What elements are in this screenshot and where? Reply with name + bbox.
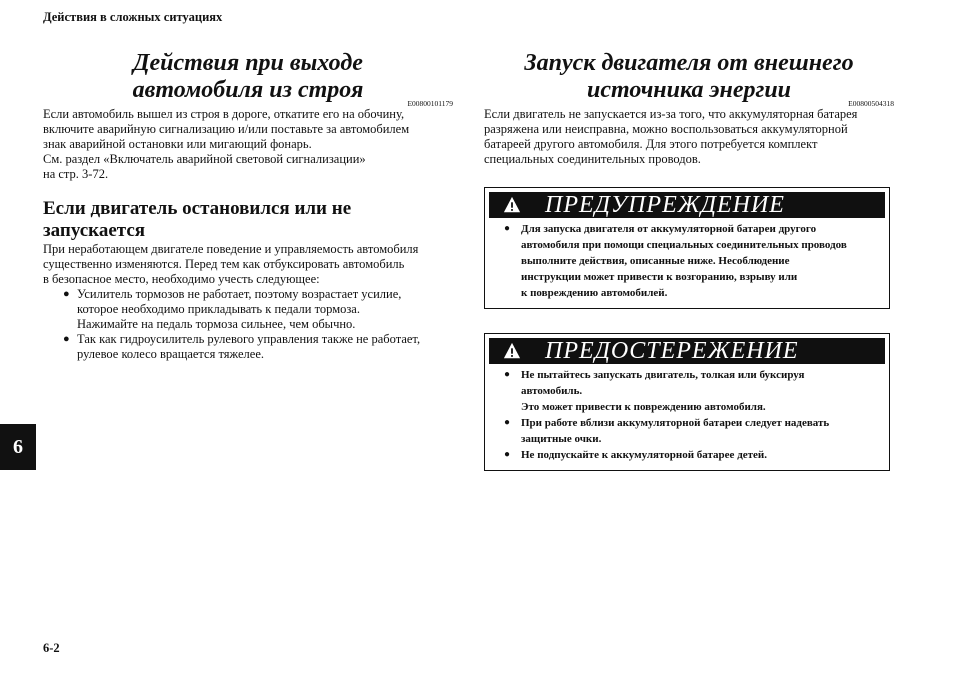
text-line: которое необходимо прикладывать к педали тормоза. [77, 302, 360, 316]
text-line: на стр. 3-72. [43, 167, 109, 181]
text-line: рулевое колесо вращается тяжелее. [77, 347, 264, 361]
text-line: Не пытайтесь запускать двигатель, толкая или буксируя [521, 369, 805, 381]
warning-header [489, 192, 885, 218]
list-item [491, 415, 883, 447]
warning-box [484, 187, 890, 309]
jump-start-paragraph [484, 107, 894, 167]
warning-triangle-icon [503, 196, 521, 214]
bullet-icon: ● [63, 333, 70, 345]
title-line-2: источника энергии [586, 77, 792, 103]
list-item [491, 221, 883, 301]
list-item [43, 287, 453, 332]
caution-header [489, 338, 885, 364]
intro-paragraph [43, 107, 453, 182]
caution-label: ПРЕДОСТЕРЕЖЕНИЕ [545, 338, 799, 364]
engine-paragraph [43, 242, 453, 287]
bullet-icon: ● [504, 449, 511, 460]
text-line: Так как гидроусилитель рулевого управления также не работает, [77, 332, 421, 346]
text-line: инструкции может привести к возгоранию, взрыву или [521, 271, 798, 283]
list-item [491, 447, 883, 463]
engine-bullet-list [43, 287, 453, 362]
text-line: Для запуска двигателя от аккумуляторной батареи другого [521, 223, 817, 235]
title-line-2: автомобиля из строя [132, 77, 364, 103]
text-line: существенно изменяются. Перед тем как отбуксировать автомобиль [43, 257, 405, 271]
warning-list [491, 221, 883, 301]
text-line: При работе вблизи аккумуляторной батареи следует надевать [521, 417, 830, 429]
subheading-engine-stopped: Если двигатель остановился или не запускается [43, 198, 352, 241]
warning-body [485, 218, 889, 308]
caution-box [484, 333, 890, 471]
text-line: Нажимайте на педаль тормоза сильнее, чем обычно. [77, 317, 356, 331]
text-line: Если двигатель не запускается из-за того, что аккумуляторная батарея [484, 107, 858, 121]
text-line: к повреждению автомобилей. [521, 287, 668, 299]
text-line: защитные очки. [521, 433, 602, 445]
warning-label: ПРЕДУПРЕЖДЕНИЕ [545, 192, 785, 218]
left-column [43, 50, 453, 362]
text-line: разряжена или неисправна, можно воспользоваться аккумуляторной [484, 122, 848, 136]
page-number: 6-2 [43, 641, 60, 655]
list-item [491, 367, 883, 415]
text-line: специальных соединительных проводов. [484, 152, 701, 166]
text-line: знак аварийной остановки или мигающий фонарь. [43, 137, 312, 151]
list-item [43, 332, 453, 362]
bullet-icon: ● [63, 288, 70, 300]
caution-list [491, 367, 883, 463]
chapter-tab: 6 [0, 424, 36, 470]
text-line: в безопасное место, необходимо учесть следующее: [43, 272, 320, 286]
title-line-1: Действия при выходе [133, 50, 363, 76]
section-code: E00800504318 [848, 99, 894, 108]
section-title-breakdown [43, 50, 453, 104]
text-line: автомобиль. [521, 385, 583, 397]
text-line: включите аварийную сигнализацию и/или поставьте за автомобилем [43, 122, 410, 136]
text-line: выполните действия, описанные ниже. Несоблюдение [521, 255, 790, 267]
text-line: См. раздел «Включатель аварийной световой сигнализации» [43, 152, 366, 166]
text-line: автомобиля при помощи специальных соединительных проводов [521, 239, 847, 251]
title-line-1: Запуск двигателя от внешнего [524, 50, 854, 76]
caution-body [485, 364, 889, 470]
text-line: Если автомобиль вышел из строя в дороге, откатите его на обочину, [43, 107, 405, 121]
warning-triangle-icon [503, 342, 521, 360]
text-line: батареей другого автомобиля. Для этого потребуется комплект [484, 137, 818, 151]
bullet-icon: ● [504, 369, 511, 380]
section-title-jump-start [484, 50, 894, 104]
text-line: Не подпускайте к аккумуляторной батарее детей. [521, 449, 768, 461]
bullet-icon: ● [504, 417, 511, 428]
text-line: Это может привести к повреждению автомобиля. [521, 401, 766, 413]
section-code: E00800101179 [407, 99, 453, 108]
bullet-icon: ● [504, 223, 511, 234]
right-column [484, 50, 894, 471]
running-header: Действия в сложных ситуациях [43, 10, 223, 24]
text-line: Усилитель тормозов не работает, поэтому возрастает усилие, [77, 287, 402, 301]
text-line: При неработающем двигателе поведение и управляемость автомобиля [43, 242, 419, 256]
